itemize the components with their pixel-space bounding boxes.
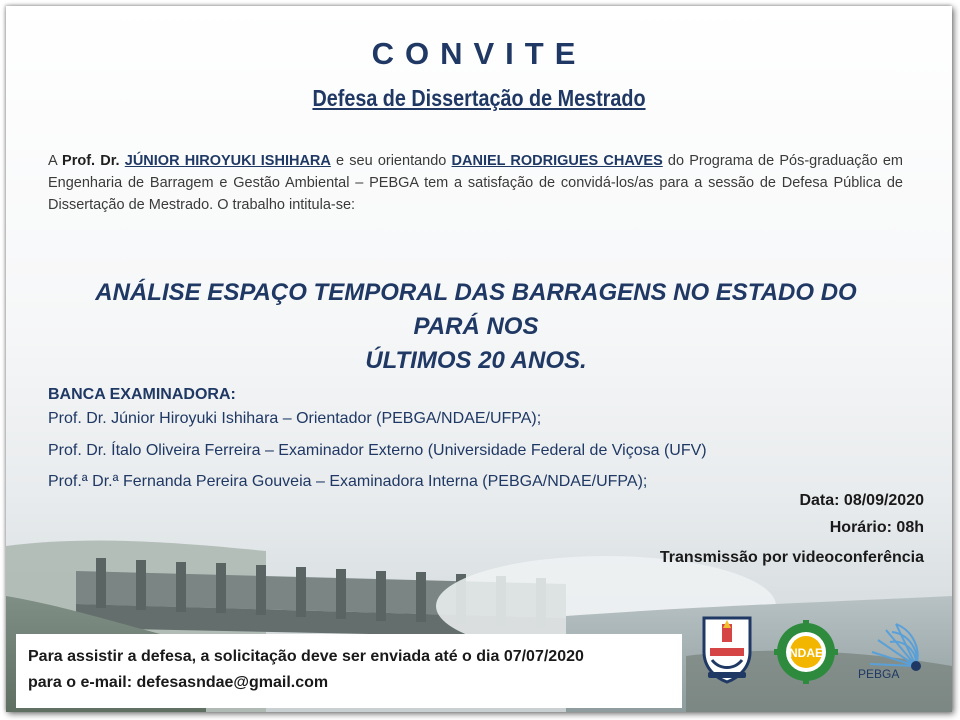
student-name: DANIEL RODRIGUES CHAVES: [451, 153, 663, 169]
defense-date: Data: 08/09/2020: [799, 492, 924, 509]
invitation-subtitle: Defesa de Dissertação de Mestrado: [312, 85, 646, 111]
intro-text-3: do Programa de Pós-graduação em Engenharia de Barragem e Gestão Ambiental – PEBGA tem a satisfação de convidá-los/as para a sessão de Defesa Pública de Dissertação de Mestrado. O trabalho intitula-se:: [48, 153, 903, 213]
dissertation-title: [66, 276, 886, 378]
registration-notice: [16, 634, 682, 708]
committee-member: Prof. Dr. Júnior Hiroyuki Ishihara – Orientador (PEBGA/NDAE/UFPA);: [48, 410, 542, 427]
ufpa-crest-logo: [698, 612, 756, 684]
notice-line-1: Para assistir a defesa, a solicitação deve ser enviada até o dia 07/07/2020: [28, 648, 584, 665]
invitation-title: CONVITE: [371, 36, 587, 71]
intro-text-2: e seu orientando: [330, 153, 452, 169]
ndae-logo-text: NDAE: [788, 646, 824, 660]
broadcast-mode: Transmissão por videoconferência: [659, 549, 924, 566]
pebga-logo-text: PEBGA: [858, 667, 900, 681]
invitation-card: [6, 6, 952, 712]
dissertation-title-line-1: ANÁLISE ESPAÇO TEMPORAL DAS BARRAGENS NO ESTADO DO PARÁ NOS: [95, 279, 857, 340]
pebga-logo: [856, 616, 936, 684]
ndae-gear-logo: [774, 620, 838, 684]
defense-time: Horário: 08h: [829, 519, 924, 536]
committee-member: Prof.ª Dr.ª Fernanda Pereira Gouveia – Examinadora Interna (PEBGA/NDAE/UFPA);: [48, 473, 648, 490]
committee-member: Prof. Dr. Ítalo Oliveira Ferreira – Examinador Externo (Universidade Federal de Viçosa (UFV): [48, 442, 707, 459]
advisor-title: Prof. Dr.: [62, 153, 120, 169]
advisor-name: JÚNIOR HIROYUKI ISHIHARA: [124, 153, 331, 169]
committee-heading: BANCA EXAMINADORA:: [48, 386, 236, 403]
intro-text-1: A: [48, 153, 63, 169]
dissertation-title-line-2: ÚLTIMOS 20 ANOS.: [365, 347, 587, 374]
intro-paragraph: [48, 150, 903, 216]
notice-line-2: para o e-mail: defesasndae@gmail.com: [28, 674, 329, 691]
